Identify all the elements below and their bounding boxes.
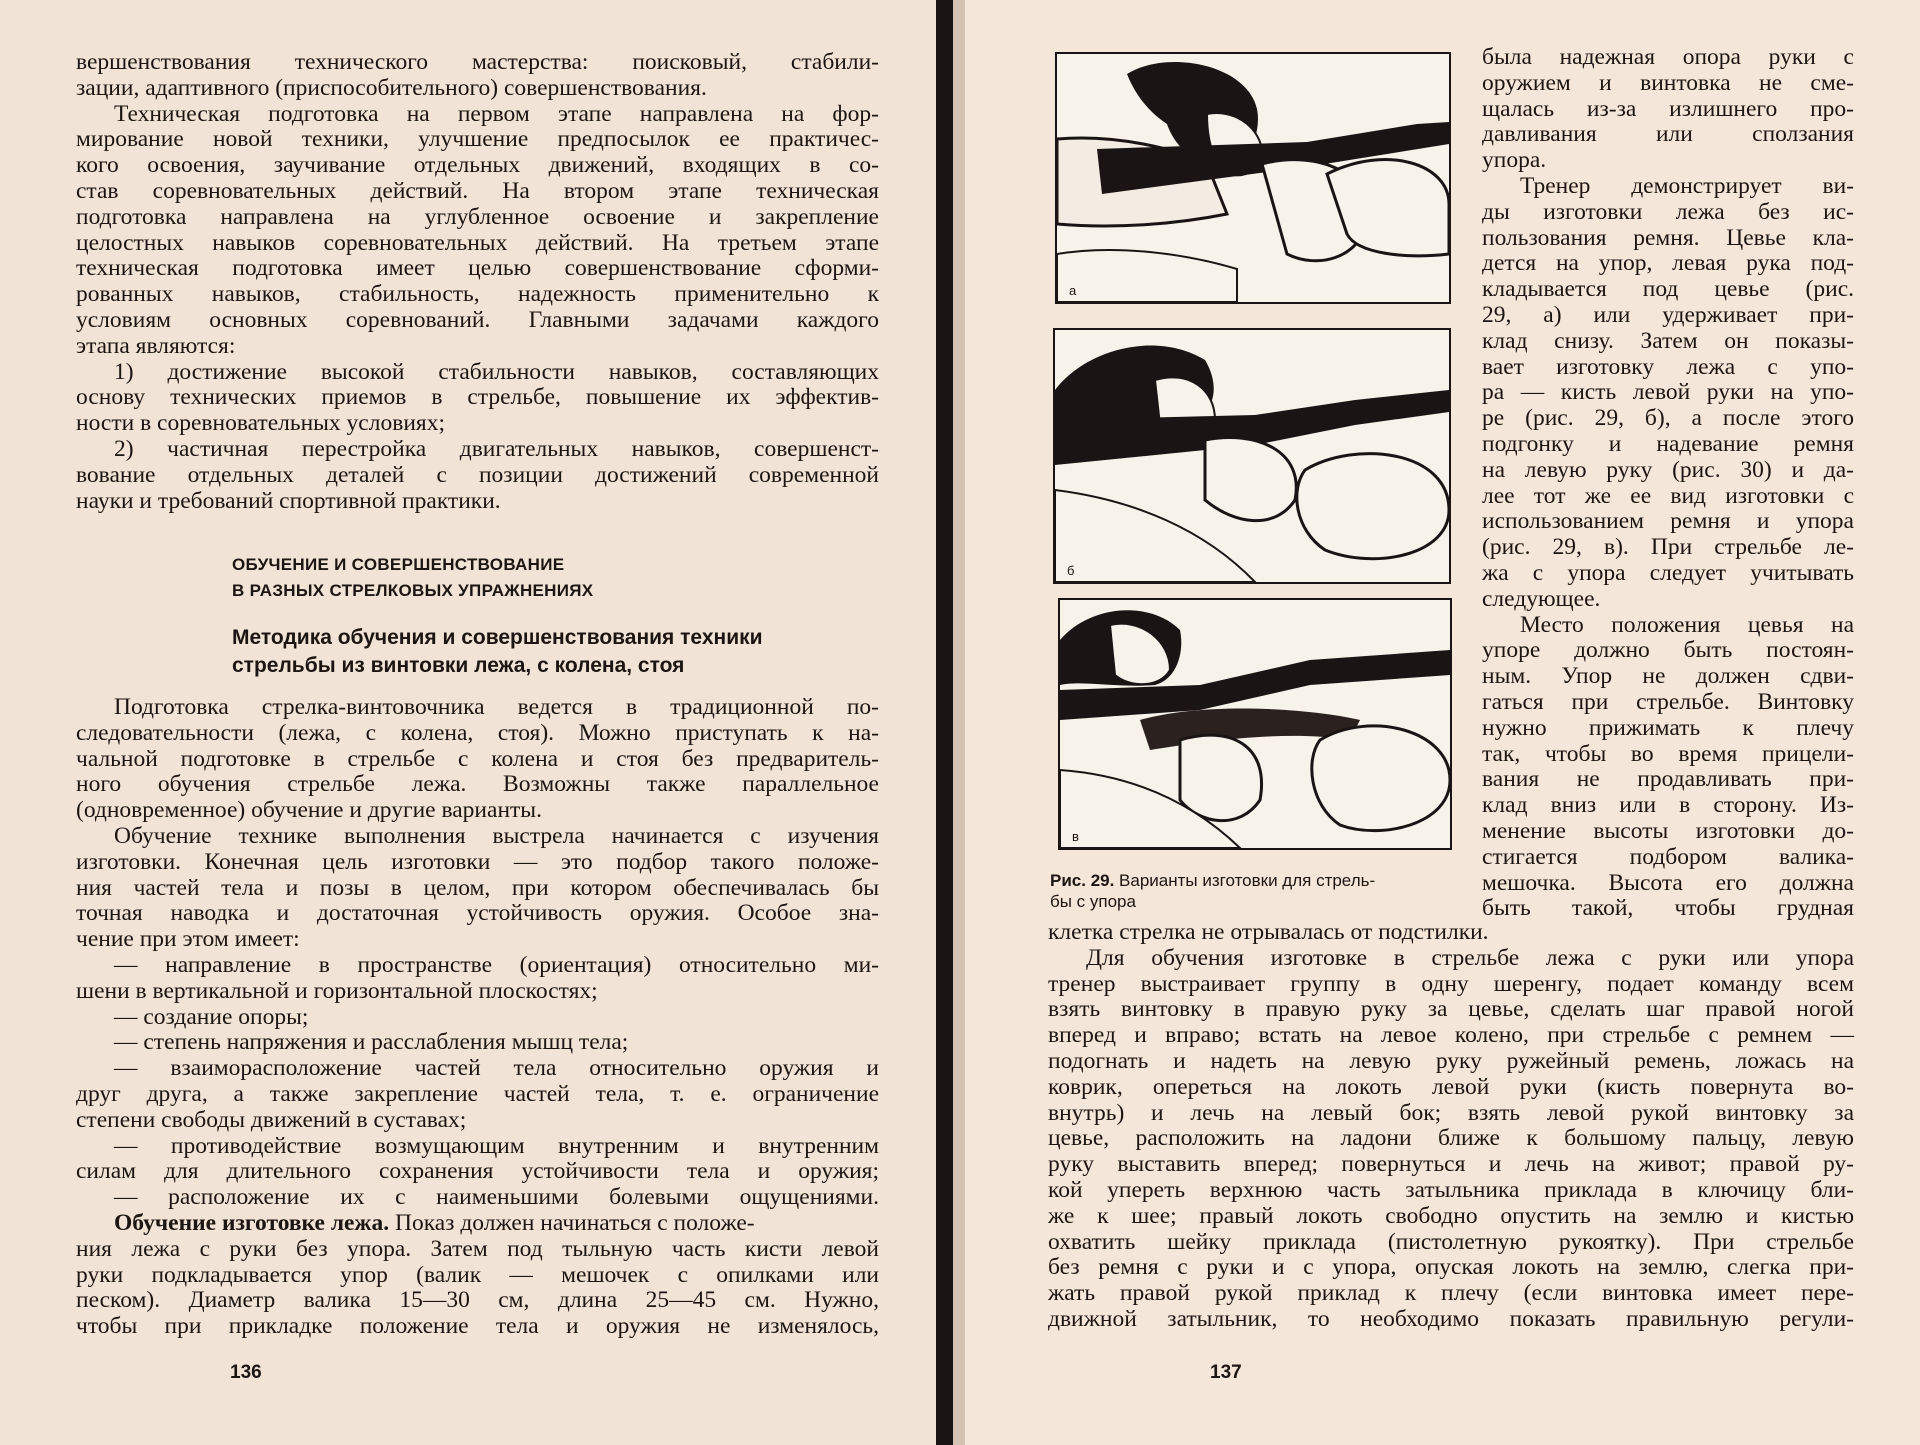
caption-line <box>1050 870 1460 891</box>
figure-c <box>1058 598 1452 850</box>
text-line: тренер выстраивает группу в одну шеренгу, подает команду всем <box>1048 970 1854 997</box>
text-line: изготовки. Конечная цель изготовки — это подбор такого положе- <box>76 848 879 875</box>
text-line: силам для длительного сохранения устойчивости тела и оружия; <box>76 1158 879 1185</box>
text-line: ды изготовки лежа без ис- <box>1482 198 1854 225</box>
text-line: менение высоты изготовки до- <box>1482 817 1854 844</box>
text-line: песком). Диаметр валика 15—30 см, длина 25—45 см. Нужно, <box>76 1287 879 1314</box>
text-line: Место положения цевья на <box>1520 611 1854 638</box>
text-line: же к шее; правый локоть свободно опустить на землю и кистью <box>1048 1202 1854 1229</box>
text-line: основу технических приемов в стрельбе, повышение их эффектив- <box>76 384 879 411</box>
left-text-bottom <box>76 695 879 1340</box>
text-line: щалась из-за излишнего про- <box>1482 95 1854 122</box>
text-line: Техническая подготовка на первом этапе направлена на фор- <box>114 100 879 127</box>
text-line: взять винтовку в правую руку за цевье, сделать шаг правой ногой <box>1048 996 1854 1023</box>
text-line: клетка стрелка не отрывалась от подстилки. <box>1048 919 1489 945</box>
text-line: использованием ремня и упора <box>1482 508 1854 535</box>
text-line: жа с упора следует учитывать <box>1482 559 1854 586</box>
text-line: вает изготовку лежа с упо- <box>1482 353 1854 380</box>
text-line: мешочка. Высота его должна <box>1482 869 1854 896</box>
text-line: подгонку и надевание ремня <box>1482 430 1854 457</box>
caption-line: бы с упора <box>1050 892 1136 911</box>
text-line: — противодействие возмущающим внутренним и внутренним <box>114 1132 879 1159</box>
text-line: пользования ремня. Цевье кла- <box>1482 224 1854 251</box>
heading-line: В РАЗНЫХ СТРЕЛКОВЫХ УПРАЖНЕНИЯХ <box>232 581 594 600</box>
text-line: подогнать и надеть на левую руку ружейный ремень, ложась на <box>1048 1047 1854 1074</box>
text-line: Тренер демонстрирует ви- <box>1520 172 1854 199</box>
page-number-right: 137 <box>1210 1362 1242 1383</box>
text-line: техническая подготовка имеет целью совершенствование сформи- <box>76 255 879 282</box>
text-line: 1) достижение высокой стабильности навыков, составляющих <box>114 358 879 385</box>
text-line: гаться при стрельбе. Винтовку <box>1482 688 1854 715</box>
text-line: зации, адаптивного (приспособительного) совершенствования. <box>76 74 707 101</box>
figure-caption <box>1050 870 1460 912</box>
book-spine <box>936 0 953 1445</box>
text-line: — расположение их с наименьшими болевыми ощущениями. <box>114 1184 879 1211</box>
text-line: быть такой, чтобы грудная <box>1482 895 1854 922</box>
text-line: цевье, расположить на ладони ближе к большому пальцу, левую <box>1048 1125 1854 1152</box>
figure-a-illustration <box>1057 54 1449 302</box>
text-line: давливания или сползания <box>1482 121 1854 148</box>
section-heading <box>232 552 712 604</box>
text-line: кой упереть верхнюю часть затыльника приклада в ключицу бли- <box>1048 1176 1854 1203</box>
heading-line: Методика обучения и совершенствования техники <box>232 626 763 649</box>
text-line: клад снизу. Затем он показы- <box>1482 327 1854 354</box>
text-line: — создание опоры; <box>114 1003 309 1030</box>
text-line: ным. Упор не должен сдви- <box>1482 663 1854 690</box>
text-line: кого освоения, заучивание отдельных движений, входящих в со- <box>76 152 879 179</box>
text-line: Обучение технике выполнения выстрела начинается с изучения <box>114 822 879 849</box>
text-line: (рис. 29, в). При стрельбе ле- <box>1482 534 1854 561</box>
text-line: став соревновательных действий. На втором этапе техническая <box>76 177 879 204</box>
text-line: вование отдельных деталей с позиции достижений современной <box>76 461 879 488</box>
text-line: вания не продавливать при- <box>1482 766 1854 793</box>
text-line: целостных навыков соревновательных действий. На третьем этапе <box>76 229 879 256</box>
text-line: без ремня с руки и с упора, опуская локоть на землю, слегка при- <box>1048 1254 1854 1281</box>
figure-label: б <box>1067 563 1075 578</box>
text-line: упора. <box>1482 147 1547 174</box>
text-line: Для обучения изготовке в стрельбе лежа с руки или упора <box>1086 944 1854 971</box>
text-line: клад вниз или в сторону. Из- <box>1482 792 1854 819</box>
text-line: жать правой рукой приклад к плечу (если винтовка имеет пере- <box>1048 1280 1854 1307</box>
text-line: Подготовка стрелка-винтовочника ведется в традиционной по- <box>114 694 879 720</box>
text-line: подготовка направлена на углубленное освоение и закрепление <box>76 203 879 230</box>
text-line: кладывается под цевье (рис. <box>1482 276 1854 303</box>
text-line: нужно прижимать к плечу <box>1482 714 1854 741</box>
left-text-top <box>76 50 879 514</box>
text-line: мирование новой техники, улучшение предпосылок ее практичес- <box>76 126 879 153</box>
text-line: так, чтобы во время прицели- <box>1482 740 1854 767</box>
text-line: лее тот же ее вид изготовки с <box>1482 482 1854 509</box>
text-line: стигается подбором валика- <box>1482 843 1854 870</box>
text-line: — направление в пространстве (ориентация) относительно ми- <box>114 951 879 978</box>
text-line: ного обучения стрельбе лежа. Возможны также параллельное <box>76 771 879 798</box>
text-line: чение при этом имеет: <box>76 926 300 953</box>
text-line: (одновременное) обучение и другие варианты. <box>76 797 542 824</box>
text-line: следующее. <box>1482 585 1601 612</box>
text-line: охватить шейку приклада (пистолетную рукоятку). При стрельбе <box>1048 1228 1854 1255</box>
text-line: дется на упор, левая рука под- <box>1482 250 1854 277</box>
figure-b <box>1053 328 1451 584</box>
text-line: на левую руку (рис. 30) и да- <box>1482 456 1854 483</box>
figure-c-illustration <box>1060 600 1450 848</box>
text-line: — взаиморасположение частей тела относительно оружия и <box>114 1055 879 1082</box>
text-line: вперед и вправо; встать на левое колено, при стрельбе с ремнем — <box>1048 1022 1854 1049</box>
figure-label: а <box>1069 283 1077 298</box>
right-column-text <box>1482 45 1854 922</box>
text-line: — степень напряжения и расслабления мышц тела; <box>114 1029 629 1056</box>
text-line: упоре должно быть постоян- <box>1482 637 1854 664</box>
figure-label: в <box>1072 829 1079 844</box>
text-line: чтобы при прикладке положение тела и оружия не изменялось, <box>76 1313 879 1340</box>
caption-label: Рис. 29. <box>1050 871 1115 890</box>
caption-text: Варианты изготовки для стрель- <box>1114 871 1376 890</box>
text-line: чальной подготовке в стрельбе с колена и стоя без предваритель- <box>76 745 879 772</box>
right-text-bottom <box>1048 920 1854 1333</box>
text-line: следовательности (лежа, с колена, стоя). Можно приступать к на- <box>76 719 879 746</box>
text-line: рованных навыков, стабильность, надежность применительно к <box>76 281 879 308</box>
text-line: ре (рис. 29, б), а после этого <box>1482 405 1854 432</box>
text-line: ности в соревновательных условиях; <box>76 410 445 437</box>
text-line: условиям основных соревнований. Главными задачами каждого <box>76 306 879 333</box>
text-line: этапа являются: <box>76 332 236 359</box>
text-line: оружием и винтовка не сме- <box>1482 69 1854 96</box>
text-line: степени свободы движений в суставах; <box>76 1106 467 1133</box>
heading-line: стрельбы из винтовки лежа, с колена, стоя <box>232 654 685 677</box>
text-line: руку выставить вперед; повернуться и лечь на живот; правой ру- <box>1048 1151 1854 1178</box>
text-line: ния лежа с руки без упора. Затем под тыльную часть кисти левой <box>76 1235 879 1262</box>
text-run: Показ должен начинаться с положе- <box>389 1209 755 1236</box>
text-line: ра — кисть левой руки на упо- <box>1482 379 1854 406</box>
text-line: движной затыльник, то необходимо показать правильную регули- <box>1048 1305 1854 1332</box>
text-line: шени в вертикальной и горизонтальной плоскостях; <box>76 977 598 1004</box>
text-line: 29, а) или удерживает при- <box>1482 301 1854 328</box>
page-number-left: 136 <box>230 1362 262 1383</box>
text-line: была надежная опора руки с <box>1482 44 1854 70</box>
text-line: точная наводка и достаточная устойчивость оружия. Особое зна- <box>76 900 879 927</box>
text-line: руки подкладывается упор (валик — мешочек с опилками или <box>76 1261 879 1288</box>
text-line: вершенствования технического мастерства: поисковый, стабили- <box>76 49 879 75</box>
text-line: внутрь) и лечь на левый бок; взять левой рукой винтовку за <box>1048 1099 1854 1126</box>
text-line: науки и требований спортивной практики. <box>76 487 501 514</box>
text-line: 2) частичная перестройка двигательных навыков, совершенст- <box>114 435 879 462</box>
figure-a <box>1055 52 1451 304</box>
heading-line: ОБУЧЕНИЕ И СОВЕРШЕНСТВОВАНИЕ <box>232 555 565 574</box>
bold-run-in: Обучение изготовке лежа. <box>114 1209 390 1236</box>
text-line: друг друга, а также закрепление частей тела, т. е. ограничение <box>76 1080 879 1107</box>
text-line: коврик, опереться на локоть левой руки (кисть повернута во- <box>1048 1073 1854 1100</box>
text-line: ния частей тела и позы в целом, при котором обеспечивалась бы <box>76 874 879 901</box>
book-gutter <box>953 0 965 1445</box>
text-line-mixed <box>76 1211 879 1237</box>
subsection-heading <box>232 624 852 680</box>
figure-b-illustration <box>1055 330 1449 582</box>
